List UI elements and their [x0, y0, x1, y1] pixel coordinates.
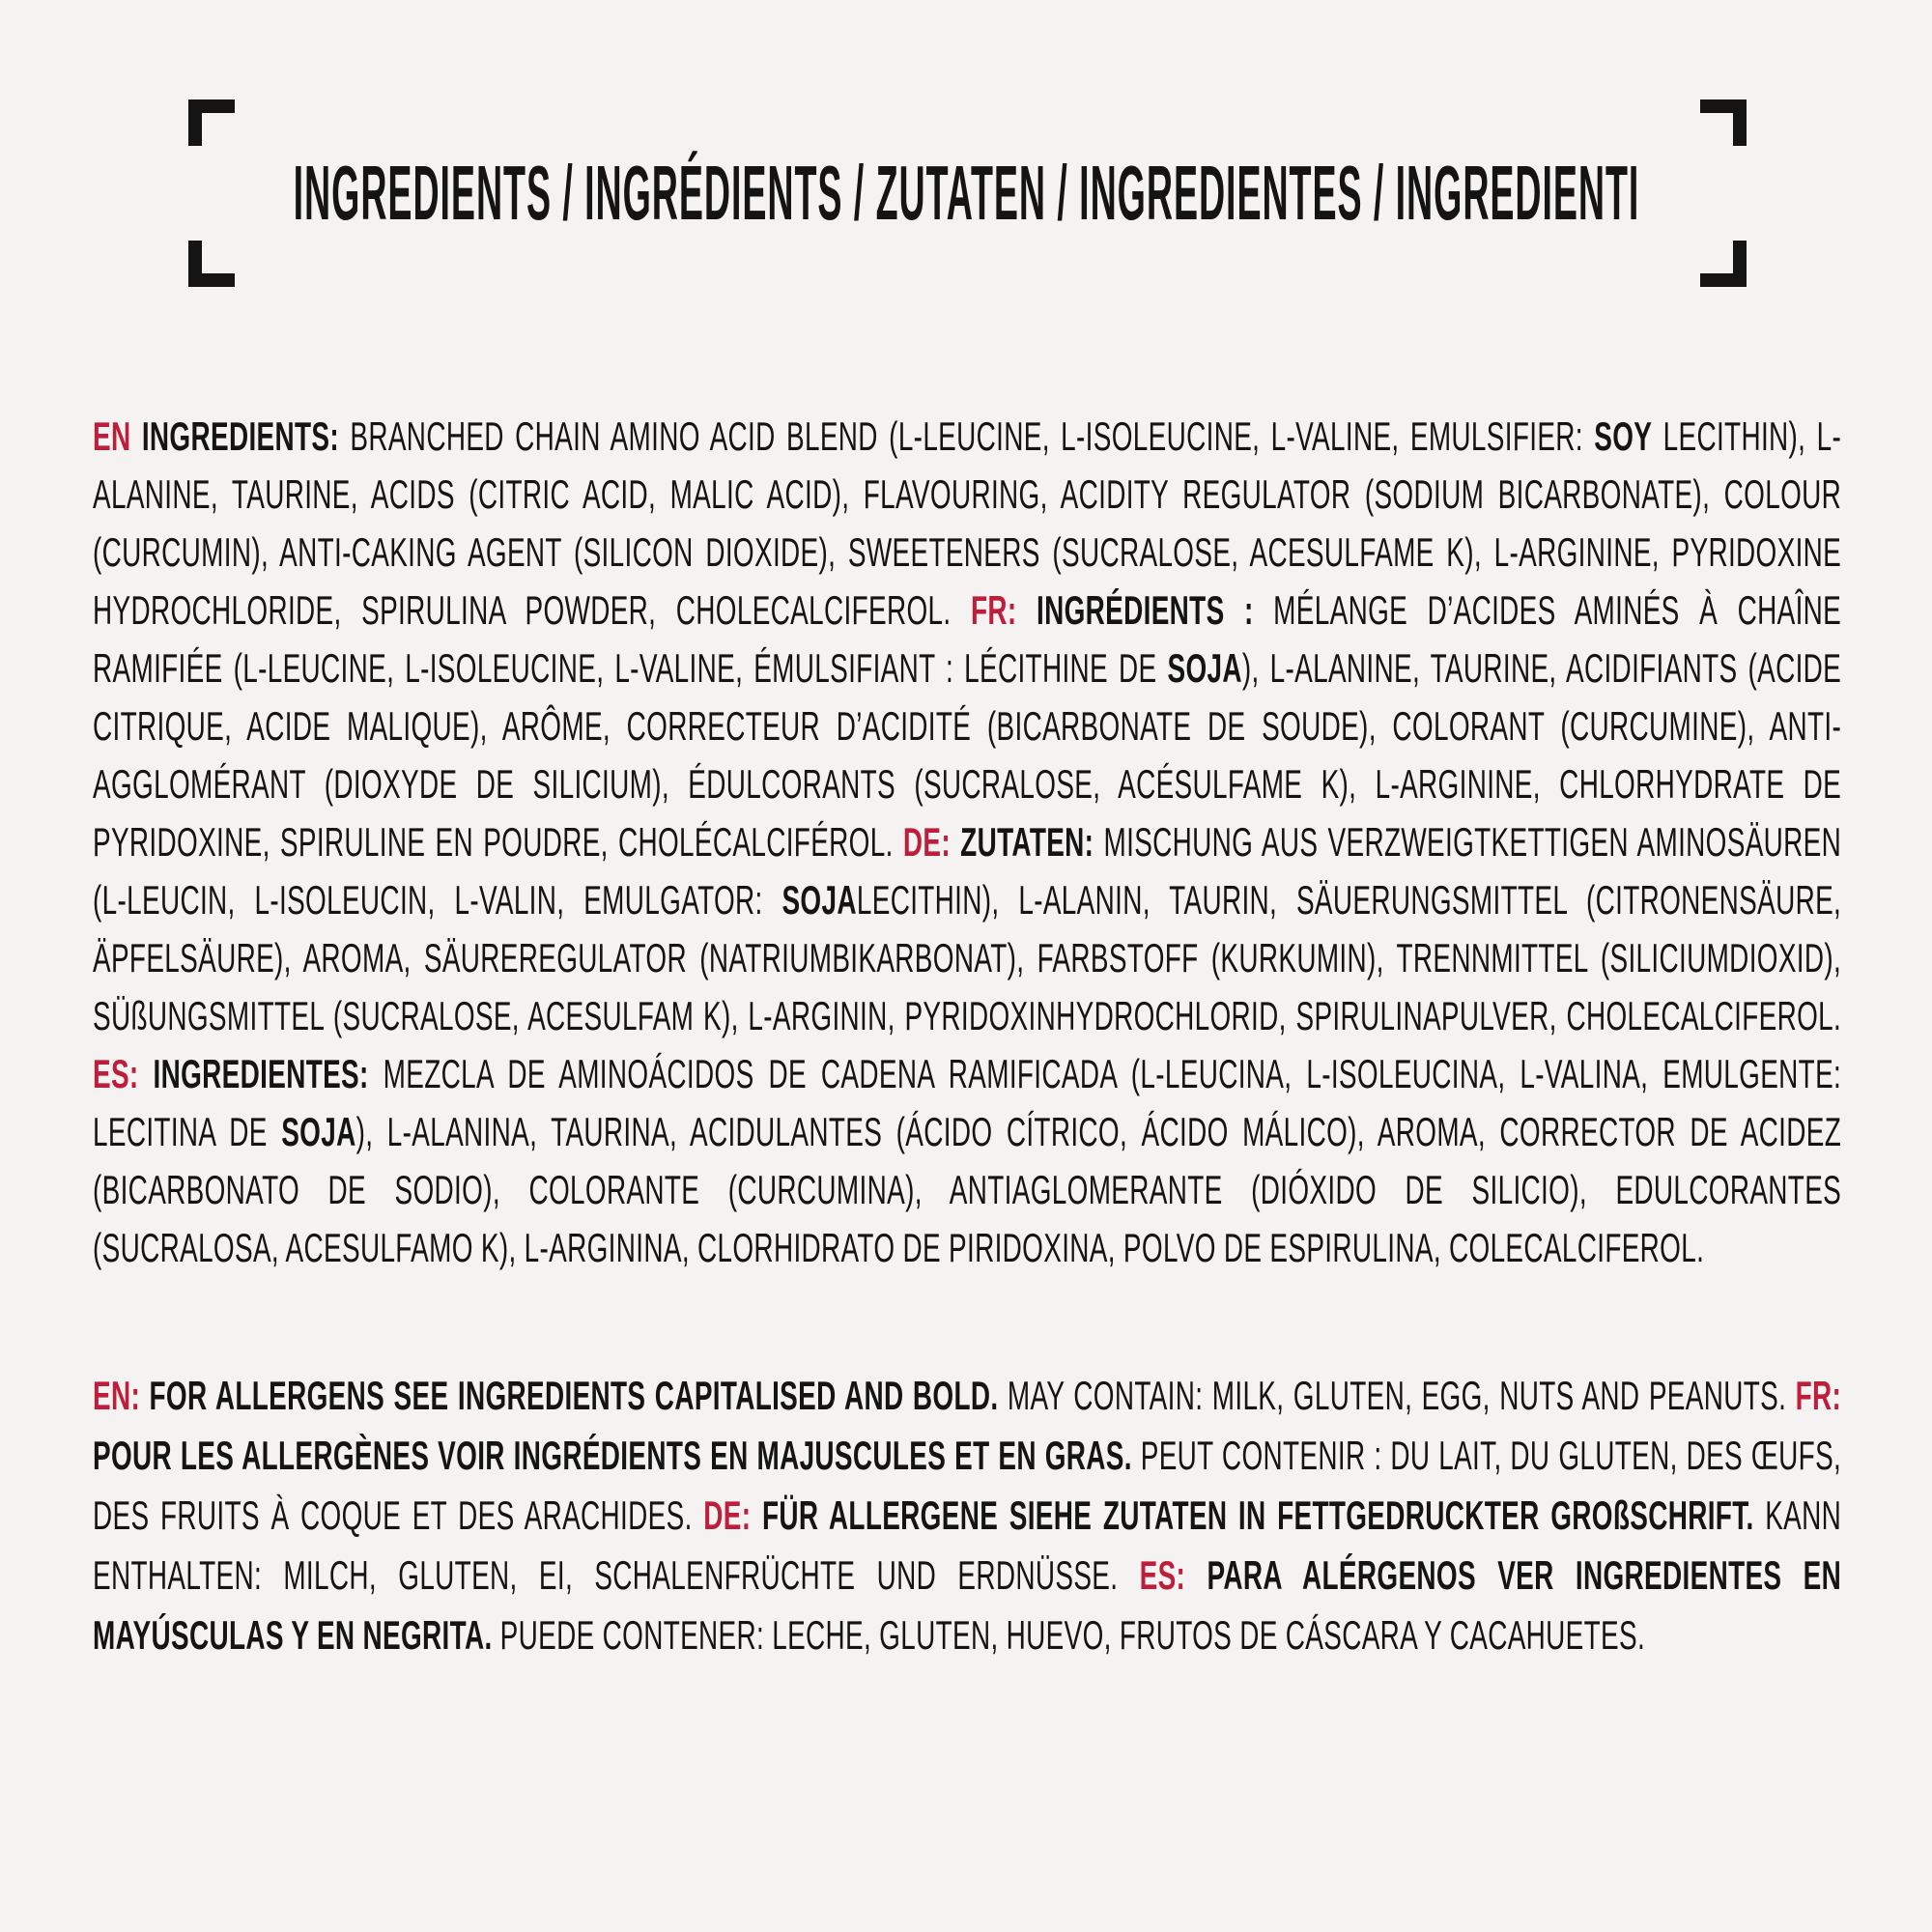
text-segment-regular: BRANCHED CHAIN AMINO ACID BLEND (L-LEUCINE, L-ISOLEUCINE, L-VALINE, EMULSIFIER: — [350, 413, 1595, 459]
text-segment-regular: LECITHIN), L-ALANINE, TAURINE, ACIDS (CITRIC ACID, MALIC ACID), FLAVOURING, ACIDITY REGULATOR (SODIUM BICARBONATE), COLOUR (CURCUMIN), ANTI-CAKING AGENT (SILICON DIOXIDE), SWEETENERS (SUCRALOSE, ACESULFAME K), L-ARGININE, PYRIDOXINE HYDROCHLORIDE, SPIRULINA POWDER, CHOLECALCIFEROL. — [93, 413, 1842, 633]
text-segment-bold: FÜR ALLERGENE SIEHE ZUTATEN IN FETTGEDRUCKTER GROßSCHRIFT. — [761, 1492, 1766, 1538]
text-segment-bold: INGREDIENTES: — [153, 1051, 384, 1096]
text-segment-regular: MÉLANGE D’ACIDES AMINÉS À CHAÎNE RAMIFIÉE (L-LEUCINE, L-ISOLEUCINE, L-VALINE, ÉMULSIFIANT : LÉCITHINE DE — [93, 587, 1842, 691]
text-segment-red: DE: — [703, 1492, 762, 1538]
text-segment-bold: SOJA — [781, 877, 857, 923]
text-segment-bold: SOY — [1594, 413, 1653, 459]
text-segment-regular: MEZCLA DE AMINOÁCIDOS DE CADENA RAMIFICADA (L-LEUCINA, L-ISOLEUCINA, L-VALINA, EMULGENTE: LECITINA DE — [93, 1051, 1842, 1154]
text-segment-red: DE: — [902, 819, 961, 865]
text-segment-regular: PEUT CONTENIR : DU LAIT, DU GLUTEN, DES ŒUFS, DES FRUITS À COQUE ET DES ARACHIDES. — [93, 1433, 1842, 1538]
text-segment-red: ES: — [1139, 1552, 1208, 1598]
text-segment-red: FR: — [1795, 1373, 1842, 1418]
crop-corner-bottom-left-icon — [188, 241, 235, 287]
crop-corner-top-right-icon — [1700, 99, 1747, 146]
text-segment-red: EN: — [93, 1373, 150, 1418]
text-segment-regular: ), L-ALANINA, TAURINA, ACIDULANTES (ÁCIDO CÍTRICO, ÁCIDO MÁLICO), AROMA, CORRECTOR DE ACIDEZ (BICARBONATO DE SODIO), COLORANTE (CURCUMINA), ANTIAGLOMERANTE (DIÓXIDO DE SILICIO), EDULCORANTES (SUCRALOSA, ACESULFAMO K), L-ARGININA, CLORHIDRATO DE PIRIDOXINA, POLVO DE ESPIRULINA, COLECALCIFEROL. — [93, 1109, 1842, 1270]
text-segment-regular: PUEDE CONTENER: LECHE, GLUTEN, HUEVO, FRUTOS DE CÁSCARA Y CACAHUETES. — [499, 1612, 1646, 1658]
text-segment-regular: MISCHUNG AUS VERZWEIGTKETTIGEN AMINOSÄUREN (L-LEUCIN, L-ISOLEUCIN, L-VALIN, EMULGATOR: — [93, 819, 1842, 923]
crop-corner-top-left-icon — [188, 99, 235, 146]
text-segment-regular: KANN ENTHALTEN: MILCH, GLUTEN, EI, SCHALENFRÜCHTE UND ERDNÜSSE. — [93, 1492, 1842, 1598]
text-segment-red: ES: — [93, 1051, 154, 1096]
text-segment-regular: MAY CONTAIN: MILK, GLUTEN, EGG, NUTS AND PEANUTS. — [1007, 1373, 1796, 1418]
text-segment-bold: SOJA — [1167, 645, 1242, 691]
text-segment-bold: PARA ALÉRGENOS VER INGREDIENTES EN MAYÚSCULAS Y EN NEGRITA. — [93, 1552, 1842, 1658]
text-segment-bold: ZUTATEN: — [960, 819, 1104, 865]
page-title: INGREDIENTS / INGRÉDIENTS / ZUTATEN / INGREDIENTES / INGREDIENTI — [293, 150, 1640, 236]
text-segment-bold: SOJA — [281, 1109, 356, 1154]
text-segment-bold: INGRÉDIENTS : — [1037, 587, 1274, 633]
ingredients-paragraph — [93, 408, 1841, 1277]
text-segment-red: EN — [93, 413, 142, 459]
text-segment-regular: LECITHIN), L-ALANIN, TAURIN, SÄUERUNGSMITTEL (CITRONENSÄURE, ÄPFELSÄURE), AROMA, SÄUREREGULATOR (NATRIUMBIKARBONAT), FARBSTOFF (KURKUMIN), TRENNMITTEL (SILICIUMDIOXID), SÜßUNGSMITTEL (SUCRALOSE, ACESULFAM K), L-ARGININ, PYRIDOXINHYDROCHLORID, SPIRULINAPULVER, CHOLECALCIFEROL. — [93, 877, 1842, 1038]
crop-corner-bottom-right-icon — [1700, 241, 1747, 287]
text-segment-bold: POUR LES ALLERGÈNES VOIR INGRÉDIENTS EN MAJUSCULES ET EN GRAS. — [93, 1433, 1141, 1478]
text-segment-bold: FOR ALLERGENS SEE INGREDIENTS CAPITALISED AND BOLD. — [149, 1373, 1008, 1418]
allergens-paragraph — [93, 1366, 1841, 1665]
text-segment-red: FR: — [970, 587, 1037, 633]
text-segment-regular: ), L-ALANINE, TAURINE, ACIDIFIANTS (ACIDE CITRIQUE, ACIDE MALIQUE), ARÔME, CORRECTEUR D’ACIDITÉ (BICARBONATE DE SOUDE), COLORANT (CURCUMINE), ANTI-AGGLOMÉRANT (DIOXYDE DE SILICIUM), ÉDULCORANTS (SUCRALOSE, ACÉSULFAME K), L-ARGININE, CHLORHYDRATE DE PYRIDOXINE, SPIRULINE EN POUDRE, CHOLÉCALCIFÉROL. — [93, 645, 1842, 865]
text-segment-bold: INGREDIENTS: — [141, 413, 351, 459]
